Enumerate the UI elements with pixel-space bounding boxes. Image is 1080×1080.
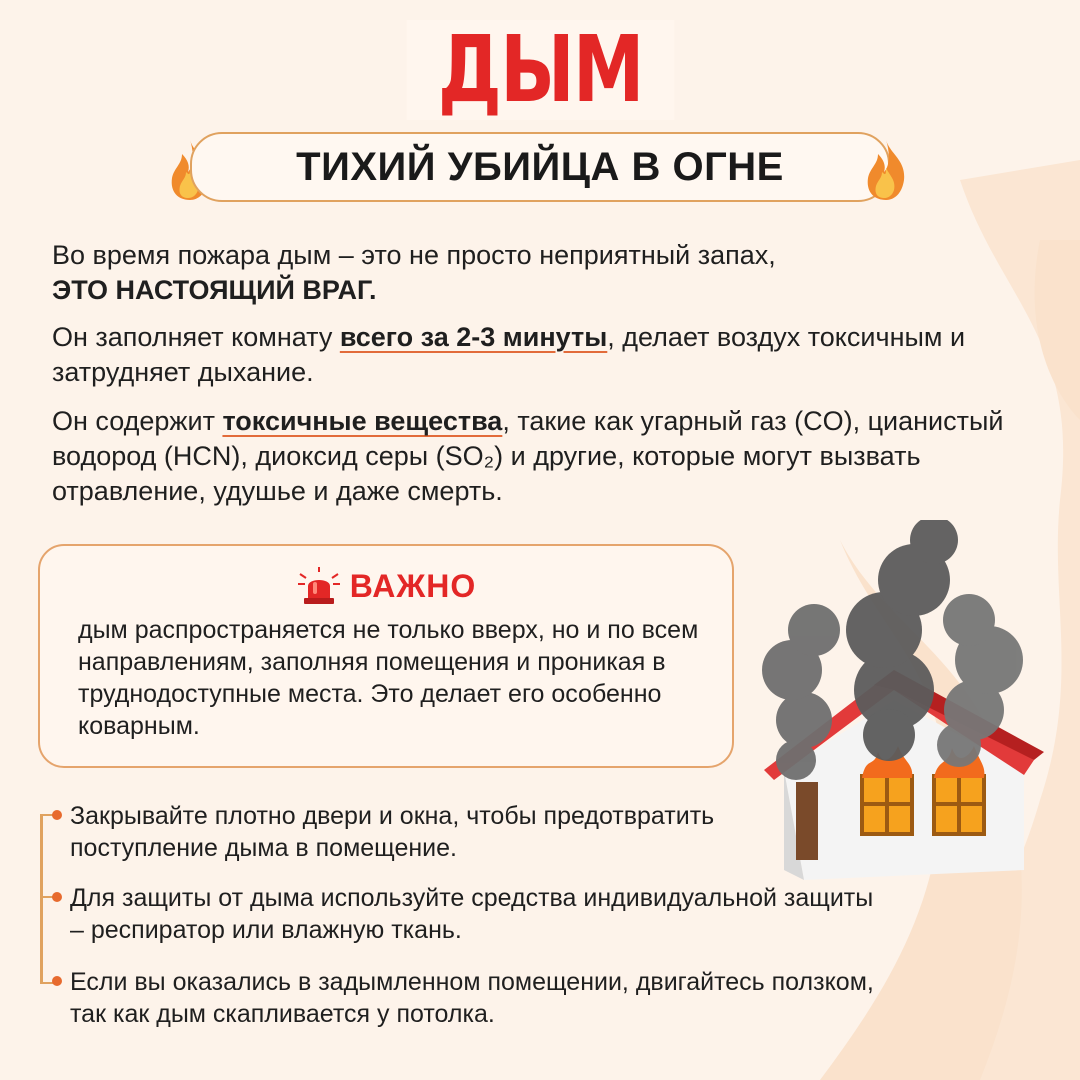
warning-box bbox=[38, 544, 734, 768]
warning-text: дым распространяется не только вверх, но и по всем направлениям, заполняя помещения и проникая в труднодоступные места. Это делает его особенно коварным. bbox=[78, 616, 699, 740]
subtitle-banner bbox=[190, 132, 890, 202]
bullet-dot bbox=[52, 810, 62, 820]
flame-icon bbox=[860, 138, 912, 202]
intro-paragraph-1 bbox=[52, 238, 1032, 308]
warning-title: ВАЖНО bbox=[349, 567, 477, 604]
intro-text: Он содержит bbox=[52, 406, 223, 436]
intro-strong: ЭТО НАСТОЯЩИЙ ВРАГ. bbox=[52, 275, 377, 305]
tips-connector-line bbox=[40, 814, 43, 984]
bullet-dot bbox=[52, 892, 62, 902]
subtitle: ТИХИЙ УБИЙЦА В ОГНЕ bbox=[296, 144, 784, 189]
tip-item: Если вы оказались в задымленном помещении, двигайтесь ползком, так как дым скапливается у потолка. bbox=[70, 968, 874, 1028]
intro-paragraph-2 bbox=[52, 320, 1032, 390]
intro-text: Во время пожара дым – это не просто неприятный запах, bbox=[52, 240, 776, 270]
highlight-toxic: токсичные вещества bbox=[222, 406, 503, 436]
intro-text: , такие как угарный газ (CO), цианистый водород (HCN), диоксид серы (SO₂) и другие, которые могут вызвать отравление, удушье и даже смерть. bbox=[52, 406, 1004, 506]
tip-item: Закрывайте плотно двери и окна, чтобы предотвратить поступление дыма в помещение. bbox=[70, 802, 715, 862]
title-wrap bbox=[0, 16, 1080, 123]
page-title: ДЫМ bbox=[406, 20, 673, 120]
burning-house-illustration bbox=[744, 520, 1044, 890]
tip-item: Для защиты от дыма используйте средства индивидуальной защиты – респиратор или влажную ткань. bbox=[70, 884, 874, 944]
highlight-duration: всего за 2-3 минуты bbox=[339, 322, 608, 352]
warning-header bbox=[40, 566, 732, 606]
intro-paragraph-3 bbox=[52, 404, 1027, 509]
intro-text: Он заполняет комнату bbox=[52, 322, 340, 352]
bullet-dot bbox=[52, 976, 62, 986]
intro-text: , делает воздух токсичным и затрудняет дыхание. bbox=[52, 322, 966, 387]
siren-icon bbox=[296, 566, 342, 606]
